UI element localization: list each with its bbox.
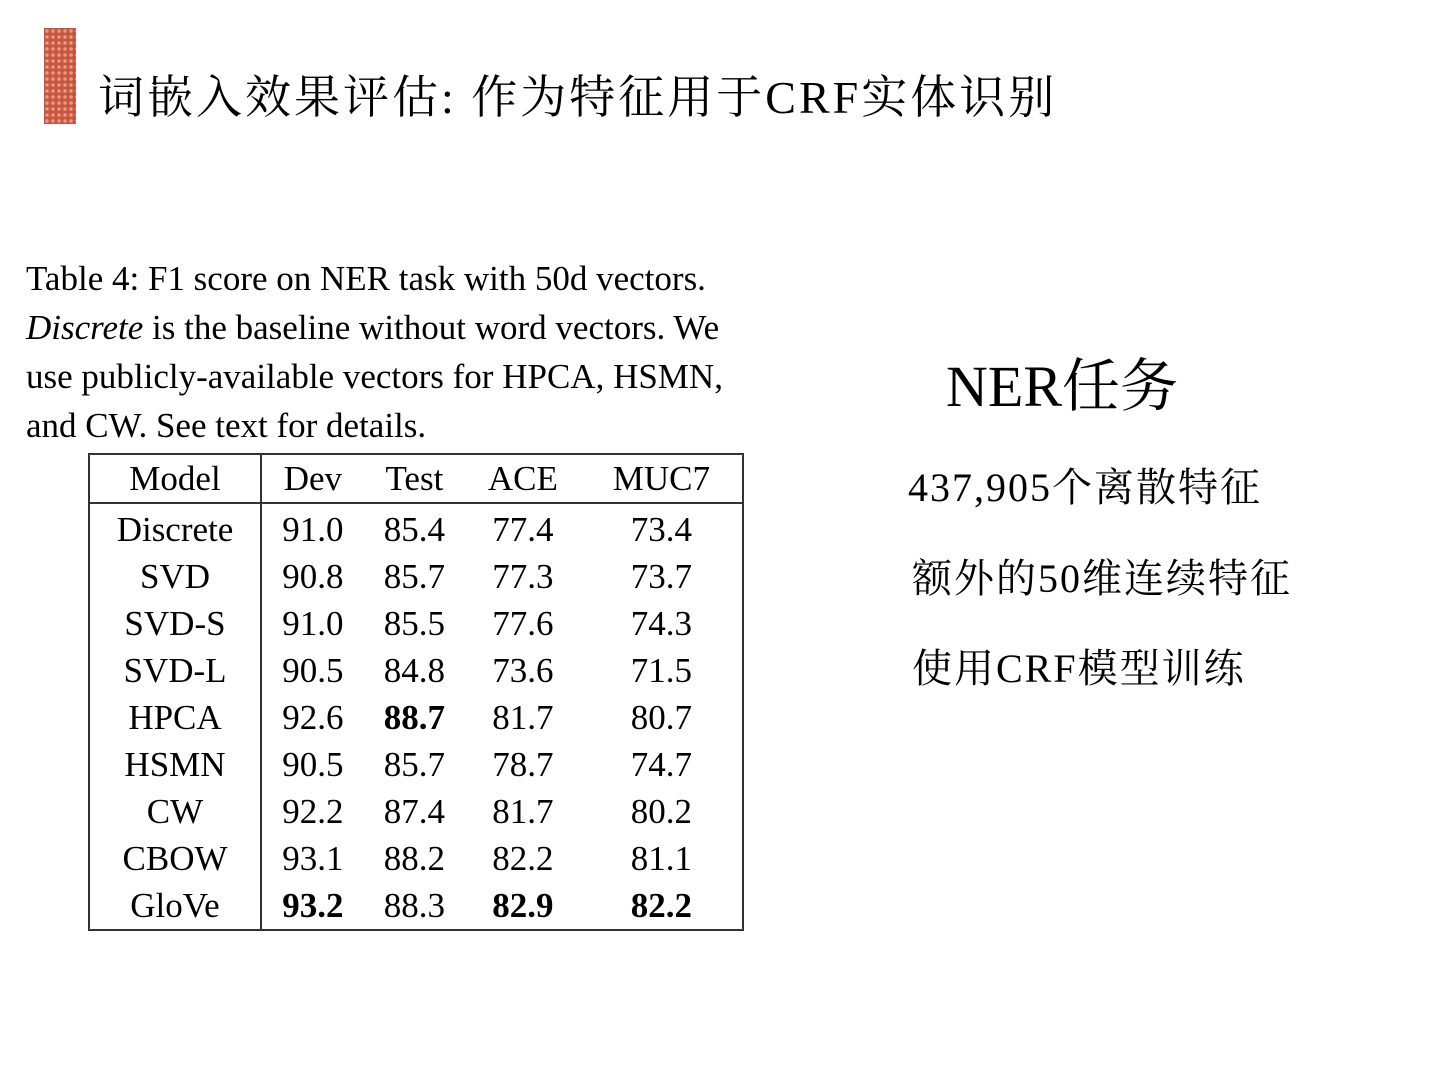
score-cell: 82.2 xyxy=(630,886,692,925)
score-cell: 85.7 xyxy=(383,557,446,596)
score-cell: 88.7 xyxy=(383,698,446,737)
caption-line-1: Table 4: F1 score on NER task with 50d vectors. xyxy=(26,259,706,298)
model-name-cell: GloVe xyxy=(89,882,261,930)
table-row xyxy=(89,600,743,647)
slide-title: 词嵌入效果评估: 作为特征用于CRF实体识别 xyxy=(98,72,1058,123)
score-cell: 74.7 xyxy=(630,745,692,784)
table-caption xyxy=(26,254,826,450)
table-row xyxy=(89,835,743,882)
caption-line-2-rest: is the baseline without word vectors. We xyxy=(143,308,720,347)
score-cell: 91.0 xyxy=(282,510,344,549)
score-cell: 73.4 xyxy=(630,510,692,549)
score-cell: 87.4 xyxy=(383,792,446,831)
score-cell: 92.6 xyxy=(282,698,344,737)
caption-discrete-term: Discrete xyxy=(26,308,144,347)
score-cell: 93.2 xyxy=(282,886,344,925)
score-cell: 78.7 xyxy=(492,745,554,784)
score-cell: 82.2 xyxy=(492,839,554,878)
score-cell: 71.5 xyxy=(630,651,692,690)
ner-task-heading: NER任务 xyxy=(946,354,1179,419)
table-row xyxy=(89,788,743,835)
ner-results-table xyxy=(88,453,744,931)
score-cell: 73.7 xyxy=(630,557,692,596)
score-cell: 74.3 xyxy=(630,604,692,643)
score-cell: 85.5 xyxy=(383,604,446,643)
column-header-muc7: MUC7 xyxy=(581,454,743,503)
model-name-cell: SVD-L xyxy=(89,647,261,694)
score-cell: 84.8 xyxy=(383,651,446,690)
model-name-cell: HPCA xyxy=(89,694,261,741)
score-cell: 88.3 xyxy=(383,886,446,925)
title-accent-bar xyxy=(44,28,76,124)
table-row xyxy=(89,694,743,741)
score-cell: 81.1 xyxy=(630,839,692,878)
caption-line-3: use publicly-available vectors for HPCA, HSMN, xyxy=(26,357,723,396)
score-cell: 90.5 xyxy=(282,651,344,690)
model-name-cell: CBOW xyxy=(89,835,261,882)
caption-line-2 xyxy=(26,303,826,352)
feature-bullet-crf: 使用CRF模型训练 xyxy=(912,646,1246,691)
score-cell: 77.3 xyxy=(492,557,554,596)
score-cell: 90.8 xyxy=(282,557,344,596)
feature-bullet-discrete: 437,905个离散特征 xyxy=(908,465,1262,510)
score-cell: 73.6 xyxy=(492,651,554,690)
score-cell: 91.0 xyxy=(282,604,344,643)
score-cell: 77.4 xyxy=(492,510,554,549)
score-cell: 85.4 xyxy=(383,510,446,549)
model-name-cell: Discrete xyxy=(89,503,261,553)
score-cell: 93.1 xyxy=(282,839,344,878)
score-cell: 82.9 xyxy=(492,886,554,925)
column-header-test: Test xyxy=(364,454,465,503)
model-name-cell: SVD xyxy=(89,553,261,600)
table-header-row xyxy=(89,454,743,503)
table-row xyxy=(89,882,743,930)
score-cell: 77.6 xyxy=(492,604,554,643)
table-row xyxy=(89,741,743,788)
score-cell: 85.7 xyxy=(383,745,446,784)
caption-line-4: and CW. See text for details. xyxy=(26,406,427,445)
score-cell: 81.7 xyxy=(492,698,554,737)
score-cell: 80.7 xyxy=(630,698,692,737)
model-name-cell: CW xyxy=(89,788,261,835)
column-header-dev: Dev xyxy=(261,454,364,503)
model-name-cell: SVD-S xyxy=(89,600,261,647)
table-row xyxy=(89,503,743,553)
score-cell: 92.2 xyxy=(282,792,344,831)
model-name-cell: HSMN xyxy=(89,741,261,788)
table-row xyxy=(89,553,743,600)
score-cell: 81.7 xyxy=(492,792,554,831)
feature-bullet-continuous: 额外的50维连续特征 xyxy=(912,556,1292,601)
column-header-ace: ACE xyxy=(465,454,581,503)
score-cell: 80.2 xyxy=(630,792,692,831)
column-header-model: Model xyxy=(89,454,261,503)
score-cell: 90.5 xyxy=(282,745,344,784)
table-row xyxy=(89,647,743,694)
score-cell: 88.2 xyxy=(383,839,446,878)
